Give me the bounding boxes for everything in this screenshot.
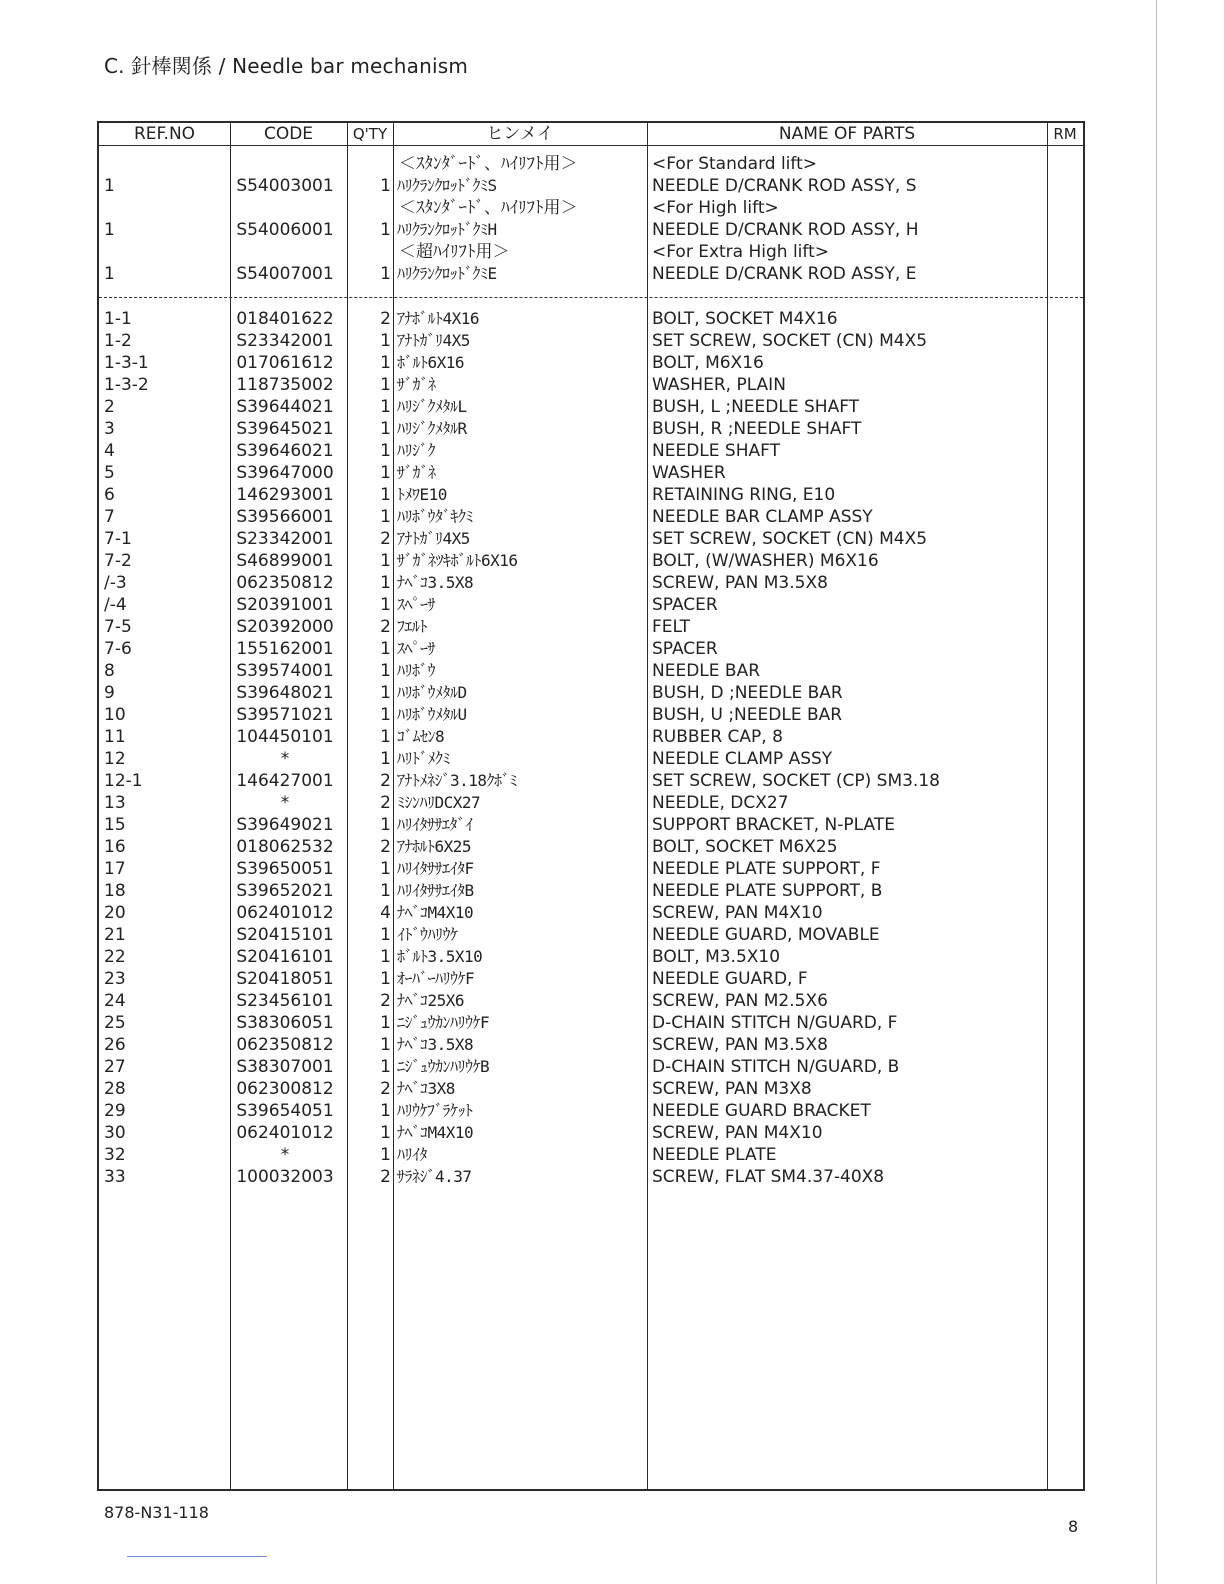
ref-no-cell: 1-2 (104, 331, 132, 351)
kana-name-cell: ﾊﾘｲﾀｻｻｴｲﾀB (397, 881, 474, 900)
group-row (99, 219, 1083, 241)
kana-name-cell: ﾊﾘﾎﾞｳﾒﾀﾙD (397, 683, 467, 702)
table-row (99, 1056, 1083, 1078)
table-row (99, 1078, 1083, 1100)
kana-name-cell: ﾊﾘｲﾀｻｻｴﾀﾞｲ (397, 815, 473, 834)
ref-no-cell: 6 (104, 485, 115, 505)
group-separator (99, 297, 1083, 298)
kana-name-cell: ＜ｽﾀﾝﾀﾞｰﾄﾞ、ﾊｲﾘﾌﾄ用＞ (399, 198, 578, 218)
ref-no-cell: 28 (104, 1079, 126, 1099)
ref-no-cell: /-3 (104, 573, 127, 593)
part-name-cell: NEEDLE D/CRANK ROD ASSY, H (652, 220, 919, 240)
code-cell: 062401012 (236, 903, 334, 923)
part-name-cell: BUSH, U ;NEEDLE BAR (652, 705, 843, 725)
part-name-cell: BUSH, R ;NEEDLE SHAFT (652, 419, 862, 439)
qty-cell: 1 (380, 727, 391, 747)
part-name-cell: NEEDLE BAR CLAMP ASSY (652, 507, 873, 527)
part-name-cell: SCREW, PAN M3.5X8 (652, 573, 828, 593)
part-name-cell: SCREW, PAN M3.5X8 (652, 1035, 828, 1055)
kana-name-cell: ﾊﾘﾎﾞｳﾒﾀﾙU (397, 705, 467, 724)
ref-no-cell: 1-3-1 (104, 353, 149, 373)
qty-cell: 2 (380, 991, 391, 1011)
qty-cell: 1 (380, 331, 391, 351)
code-cell: 017061612 (236, 353, 334, 373)
code-cell: 018062532 (236, 837, 334, 857)
qty-cell: 2 (380, 1079, 391, 1099)
code-cell: S39571021 (236, 705, 334, 725)
qty-cell: 2 (380, 1167, 391, 1187)
part-name-cell: NEEDLE CLAMP ASSY (652, 749, 833, 769)
kana-name-cell: ﾎﾞﾙﾄ3.5X10 (397, 947, 483, 966)
header-code: CODE (263, 124, 314, 144)
ref-no-cell: 29 (104, 1101, 126, 1121)
code-cell: S39566001 (236, 507, 334, 527)
table-row (99, 792, 1083, 814)
group-row (99, 197, 1083, 219)
part-name-cell: RUBBER CAP, 8 (652, 727, 783, 747)
kana-name-cell: ﾊﾘﾎﾞｳﾀﾞｷｸﾐ (397, 507, 474, 526)
code-cell: S20415101 (236, 925, 334, 945)
table-row (99, 968, 1083, 990)
table-row (99, 352, 1083, 374)
table-row (99, 484, 1083, 506)
kana-name-cell: ﾊﾘｼﾞｸ (397, 441, 436, 460)
table-row (99, 1012, 1083, 1034)
qty-cell: 1 (380, 969, 391, 989)
table-row (99, 374, 1083, 396)
code-cell: S39648021 (236, 683, 334, 703)
group-row (99, 241, 1083, 263)
table-row (99, 572, 1083, 594)
kana-name-cell: ｱﾅﾄｶﾞﾘ4X5 (397, 331, 470, 350)
table-row (99, 1122, 1083, 1144)
code-cell: 062401012 (236, 1123, 334, 1143)
table-row (99, 616, 1083, 638)
qty-cell: 2 (380, 309, 391, 329)
table-row (99, 638, 1083, 660)
ref-no-cell: 1 (104, 220, 115, 240)
code-cell: 118735002 (236, 375, 334, 395)
ref-no-cell: 12-1 (104, 771, 143, 791)
code-cell: S54006001 (236, 220, 334, 240)
table-row (99, 462, 1083, 484)
part-name-cell: RETAINING RING, E10 (652, 485, 836, 505)
code-cell: S23456101 (236, 991, 334, 1011)
part-name-cell: BOLT, SOCKET M4X16 (652, 309, 838, 329)
ref-no-cell: 32 (104, 1145, 126, 1165)
code-cell: S23342001 (236, 331, 334, 351)
part-name-cell: FELT (652, 617, 691, 637)
part-name-cell: BOLT, (W/WASHER) M6X16 (652, 551, 879, 571)
part-name-cell: BUSH, D ;NEEDLE BAR (652, 683, 843, 703)
ref-no-cell: 5 (104, 463, 115, 483)
table-row (99, 1100, 1083, 1122)
code-cell: S54007001 (236, 264, 334, 284)
code-cell: 062300812 (236, 1079, 334, 1099)
ref-no-cell: 2 (104, 397, 115, 417)
table-row (99, 726, 1083, 748)
ref-no-cell: 4 (104, 441, 115, 461)
qty-cell: 1 (380, 1013, 391, 1033)
kana-name-cell: ｻﾗﾈｼﾞ4.37 (397, 1167, 472, 1186)
part-name-cell: SCREW, PAN M2.5X6 (652, 991, 828, 1011)
code-cell: S39644021 (236, 397, 334, 417)
part-name-cell: WASHER, PLAIN (652, 375, 786, 395)
group-row (99, 153, 1083, 175)
part-name-cell: NEEDLE D/CRANK ROD ASSY, E (652, 264, 917, 284)
qty-cell: 1 (380, 353, 391, 373)
qty-cell: 1 (380, 1145, 391, 1165)
part-name-cell: <For High lift> (652, 198, 779, 218)
table-row (99, 704, 1083, 726)
table-row (99, 330, 1083, 352)
kana-name-cell: ﾆｼﾞｭｳｶﾝﾊﾘｳｹB (397, 1057, 490, 1076)
ref-no-cell: 1 (104, 176, 115, 196)
part-name-cell: SET SCREW, SOCKET (CN) M4X5 (652, 331, 928, 351)
part-name-cell: BUSH, L ;NEEDLE SHAFT (652, 397, 860, 417)
code-cell: S23342001 (236, 529, 334, 549)
page-number: 8 (1068, 1517, 1079, 1536)
code-cell: S39649021 (236, 815, 334, 835)
kana-name-cell: ﾅﾍﾞｺ25X6 (397, 991, 465, 1010)
qty-cell: 1 (380, 176, 391, 196)
kana-name-cell: ｽﾍﾟｰｻ (397, 639, 436, 658)
kana-name-cell: ﾎﾞﾙﾄ6X16 (397, 353, 465, 372)
kana-name-cell: ｱﾅﾎﾙﾄ6X25 (397, 837, 472, 856)
kana-name-cell: ｱﾅﾎﾞﾙﾄ4X16 (397, 309, 480, 328)
code-cell: 100032003 (236, 1167, 334, 1187)
kana-name-cell: ﾅﾍﾞｺ3.5X8 (397, 573, 474, 592)
qty-cell: 1 (380, 1057, 391, 1077)
qty-cell: 1 (380, 485, 391, 505)
code-cell: S20416101 (236, 947, 334, 967)
qty-cell: 1 (380, 441, 391, 461)
ref-no-cell: 18 (104, 881, 126, 901)
qty-cell: 1 (380, 925, 391, 945)
part-name-cell: <For Extra High lift> (652, 242, 830, 262)
part-name-cell: WASHER (652, 463, 726, 483)
part-name-cell: SET SCREW, SOCKET (CP) SM3.18 (652, 771, 940, 791)
kana-name-cell: ｻﾞｶﾞﾈ (397, 463, 436, 482)
page-edge-line (1156, 0, 1157, 1584)
kana-name-cell: ｲﾄﾞｳﾊﾘｳｹ (397, 925, 458, 944)
code-cell: 062350812 (236, 573, 334, 593)
qty-cell: 2 (380, 771, 391, 791)
ref-no-cell: 11 (104, 727, 126, 747)
ref-no-cell: 27 (104, 1057, 126, 1077)
ref-no-cell: 26 (104, 1035, 126, 1055)
code-cell: S20418051 (236, 969, 334, 989)
header-rm: RM (1053, 125, 1077, 143)
qty-cell: 1 (380, 220, 391, 240)
code-cell: * (280, 793, 290, 813)
ref-no-cell: 1-1 (104, 309, 132, 329)
ref-no-cell: 24 (104, 991, 126, 1011)
kana-name-cell: ﾊﾘｸﾗﾝｸﾛｯﾄﾞｸﾐE (397, 264, 497, 283)
table-row (99, 880, 1083, 902)
ref-no-cell: 20 (104, 903, 126, 923)
header-kana: ヒンメイ (486, 124, 554, 144)
kana-name-cell: ﾊﾘｼﾞｸﾒﾀﾙR (397, 419, 467, 438)
kana-name-cell: ﾊﾘｸﾗﾝｸﾛｯﾄﾞｸﾐS (397, 176, 497, 195)
qty-cell: 1 (380, 507, 391, 527)
qty-cell: 1 (380, 264, 391, 284)
code-cell: S20391001 (236, 595, 334, 615)
kana-name-cell: ﾊﾘﾄﾞﾒｸﾐ (397, 749, 451, 768)
ref-no-cell: /-4 (104, 595, 127, 615)
kana-name-cell: ﾅﾍﾞｺM4X10 (397, 903, 474, 922)
table-row (99, 418, 1083, 440)
ref-no-cell: 7-2 (104, 551, 132, 571)
scan-mark (127, 1556, 267, 1557)
kana-name-cell: ＜超ﾊｲﾘﾌﾄ用＞ (399, 242, 510, 262)
kana-name-cell: ﾐｼﾝﾊﾘDCX27 (397, 793, 481, 812)
qty-cell: 1 (380, 947, 391, 967)
qty-cell: 1 (380, 815, 391, 835)
code-cell: 062350812 (236, 1035, 334, 1055)
ref-no-cell: 22 (104, 947, 126, 967)
table-row (99, 1144, 1083, 1166)
code-cell: * (280, 749, 290, 769)
part-name-cell: D-CHAIN STITCH N/GUARD, F (652, 1013, 898, 1033)
qty-cell: 1 (380, 551, 391, 571)
kana-name-cell: ｱﾅﾄﾒﾈｼﾞ3.18ｸﾎﾞﾐ (397, 771, 518, 790)
qty-cell: 2 (380, 793, 391, 813)
part-name-cell: SPACER (652, 595, 718, 615)
kana-name-cell: ｱﾅﾄｶﾞﾘ4X5 (397, 529, 470, 548)
kana-name-cell: ｵｰﾊﾞｰﾊﾘｳｹF (397, 969, 475, 988)
code-cell: 146293001 (236, 485, 334, 505)
table-row (99, 550, 1083, 572)
kana-name-cell: ｻﾞｶﾞﾈ (397, 375, 436, 394)
part-name-cell: NEEDLE GUARD, MOVABLE (652, 925, 880, 945)
kana-name-cell: ﾅﾍﾞｺ3.5X8 (397, 1035, 474, 1054)
table-row (99, 1166, 1083, 1188)
ref-no-cell: 7 (104, 507, 115, 527)
ref-no-cell: 3 (104, 419, 115, 439)
part-name-cell: SCREW, FLAT SM4.37-40X8 (652, 1167, 885, 1187)
kana-name-cell: ﾊﾘｸﾗﾝｸﾛｯﾄﾞｸﾐH (397, 220, 497, 239)
kana-name-cell: ﾊﾘｳｹﾌﾞﾗｹｯﾄ (397, 1101, 473, 1120)
qty-cell: 1 (380, 595, 391, 615)
code-cell: S38306051 (236, 1013, 334, 1033)
table-row (99, 506, 1083, 528)
ref-no-cell: 25 (104, 1013, 126, 1033)
code-cell: 146427001 (236, 771, 334, 791)
qty-cell: 1 (380, 1101, 391, 1121)
qty-cell: 1 (380, 661, 391, 681)
ref-no-cell: 12 (104, 749, 126, 769)
part-name-cell: SUPPORT BRACKET, N-PLATE (652, 815, 895, 835)
qty-cell: 1 (380, 419, 391, 439)
part-name-cell: SCREW, PAN M4X10 (652, 1123, 823, 1143)
qty-cell: 1 (380, 397, 391, 417)
qty-cell: 1 (380, 1035, 391, 1055)
part-name-cell: NEEDLE PLATE (652, 1145, 777, 1165)
part-name-cell: NEEDLE D/CRANK ROD ASSY, S (652, 176, 917, 196)
table-row (99, 1034, 1083, 1056)
code-cell: S39647000 (236, 463, 334, 483)
table-row (99, 946, 1083, 968)
ref-no-cell: 21 (104, 925, 126, 945)
qty-cell: 1 (380, 1123, 391, 1143)
part-name-cell: NEEDLE, DCX27 (652, 793, 789, 813)
table-row (99, 836, 1083, 858)
code-cell: 104450101 (236, 727, 334, 747)
part-name-cell: NEEDLE GUARD, F (652, 969, 808, 989)
ref-no-cell: 7-1 (104, 529, 132, 549)
part-name-cell: <For Standard lift> (652, 154, 817, 174)
qty-cell: 1 (380, 749, 391, 769)
ref-no-cell: 16 (104, 837, 126, 857)
part-name-cell: BOLT, M6X16 (652, 353, 764, 373)
table-row (99, 814, 1083, 836)
part-name-cell: SCREW, PAN M4X10 (652, 903, 823, 923)
ref-no-cell: 9 (104, 683, 115, 703)
ref-no-cell: 8 (104, 661, 115, 681)
table-row (99, 594, 1083, 616)
part-name-cell: SPACER (652, 639, 718, 659)
table-row (99, 682, 1083, 704)
ref-no-cell: 15 (104, 815, 126, 835)
ref-no-cell: 1 (104, 264, 115, 284)
table-row (99, 858, 1083, 880)
part-name-cell: D-CHAIN STITCH N/GUARD, B (652, 1057, 900, 1077)
code-cell: S46899001 (236, 551, 334, 571)
table-row (99, 396, 1083, 418)
qty-cell: 1 (380, 859, 391, 879)
code-cell: S20392000 (236, 617, 334, 637)
kana-name-cell: ｺﾞﾑｾﾝ8 (397, 727, 445, 746)
qty-cell: 2 (380, 837, 391, 857)
kana-name-cell: ｽﾍﾟｰｻ (397, 595, 436, 614)
code-cell: S39652021 (236, 881, 334, 901)
kana-name-cell: ﾅﾍﾞｺM4X10 (397, 1123, 474, 1142)
code-cell: S54003001 (236, 176, 334, 196)
table-row (99, 440, 1083, 462)
parts-table (97, 121, 1085, 1491)
header-ref: REF.NO (133, 124, 196, 144)
ref-no-cell: 33 (104, 1167, 126, 1187)
group-row (99, 263, 1083, 285)
qty-cell: 1 (380, 881, 391, 901)
code-cell: 155162001 (236, 639, 334, 659)
ref-no-cell: 17 (104, 859, 126, 879)
kana-name-cell: ﾆｼﾞｭｳｶﾝﾊﾘｳｹF (397, 1013, 490, 1032)
qty-cell: 4 (380, 903, 391, 923)
part-name-cell: BOLT, M3.5X10 (652, 947, 781, 967)
kana-name-cell: ﾌｴﾙﾄ (397, 617, 428, 636)
qty-cell: 1 (380, 375, 391, 395)
ref-no-cell: 7-5 (104, 617, 132, 637)
ref-no-cell: 23 (104, 969, 126, 989)
ref-no-cell: 10 (104, 705, 126, 725)
kana-name-cell: ﾄﾒﾜE10 (397, 485, 447, 504)
code-cell: 018401622 (236, 309, 334, 329)
code-cell: S39574001 (236, 661, 334, 681)
ref-no-cell: 1-3-2 (104, 375, 149, 395)
table-row (99, 748, 1083, 770)
kana-name-cell: ﾊﾘｲﾀｻｻｴｲﾀF (397, 859, 474, 878)
code-cell: S39650051 (236, 859, 334, 879)
part-name-cell: NEEDLE SHAFT (652, 441, 780, 461)
code-cell: * (280, 1145, 290, 1165)
table-row (99, 528, 1083, 550)
qty-cell: 2 (380, 617, 391, 637)
part-name-cell: SET SCREW, SOCKET (CN) M4X5 (652, 529, 928, 549)
part-name-cell: BOLT, SOCKET M6X25 (652, 837, 838, 857)
part-name-cell: SCREW, PAN M3X8 (652, 1079, 812, 1099)
header-name: NAME OF PARTS (778, 124, 916, 144)
table-row (99, 902, 1083, 924)
ref-no-cell: 30 (104, 1123, 126, 1143)
part-name-cell: NEEDLE PLATE SUPPORT, B (652, 881, 883, 901)
table-row (99, 990, 1083, 1012)
header-qty: Q'TY (352, 125, 388, 143)
page-title: C. 針棒関係 / Needle bar mechanism (104, 54, 468, 78)
table-row (99, 660, 1083, 682)
code-cell: S39645021 (236, 419, 334, 439)
code-cell: S38307001 (236, 1057, 334, 1077)
code-cell: S39646021 (236, 441, 334, 461)
header-divider (99, 145, 1083, 146)
table-row (99, 308, 1083, 330)
table-row (99, 924, 1083, 946)
kana-name-cell: ﾊﾘﾎﾞｳ (397, 661, 436, 680)
kana-name-cell: ﾅﾍﾞｺ3X8 (397, 1079, 455, 1098)
qty-cell: 2 (380, 529, 391, 549)
qty-cell: 1 (380, 573, 391, 593)
kana-name-cell: ﾊﾘｲﾀ (397, 1145, 428, 1164)
kana-name-cell: ﾊﾘｼﾞｸﾒﾀﾙL (397, 397, 467, 416)
table-row (99, 770, 1083, 792)
qty-cell: 1 (380, 683, 391, 703)
qty-cell: 1 (380, 639, 391, 659)
part-name-cell: NEEDLE BAR (652, 661, 761, 681)
kana-name-cell: ＜ｽﾀﾝﾀﾞｰﾄﾞ、ﾊｲﾘﾌﾄ用＞ (399, 154, 578, 174)
ref-no-cell: 7-6 (104, 639, 132, 659)
code-cell: S39654051 (236, 1101, 334, 1121)
ref-no-cell: 13 (104, 793, 126, 813)
qty-cell: 1 (380, 705, 391, 725)
kana-name-cell: ｻﾞｶﾞﾈﾂｷﾎﾞﾙﾄ6X16 (397, 551, 518, 570)
document-code: 878-N31-118 (104, 1503, 209, 1522)
part-name-cell: NEEDLE PLATE SUPPORT, F (652, 859, 881, 879)
part-name-cell: NEEDLE GUARD BRACKET (652, 1101, 871, 1121)
group-row (99, 175, 1083, 197)
qty-cell: 1 (380, 463, 391, 483)
